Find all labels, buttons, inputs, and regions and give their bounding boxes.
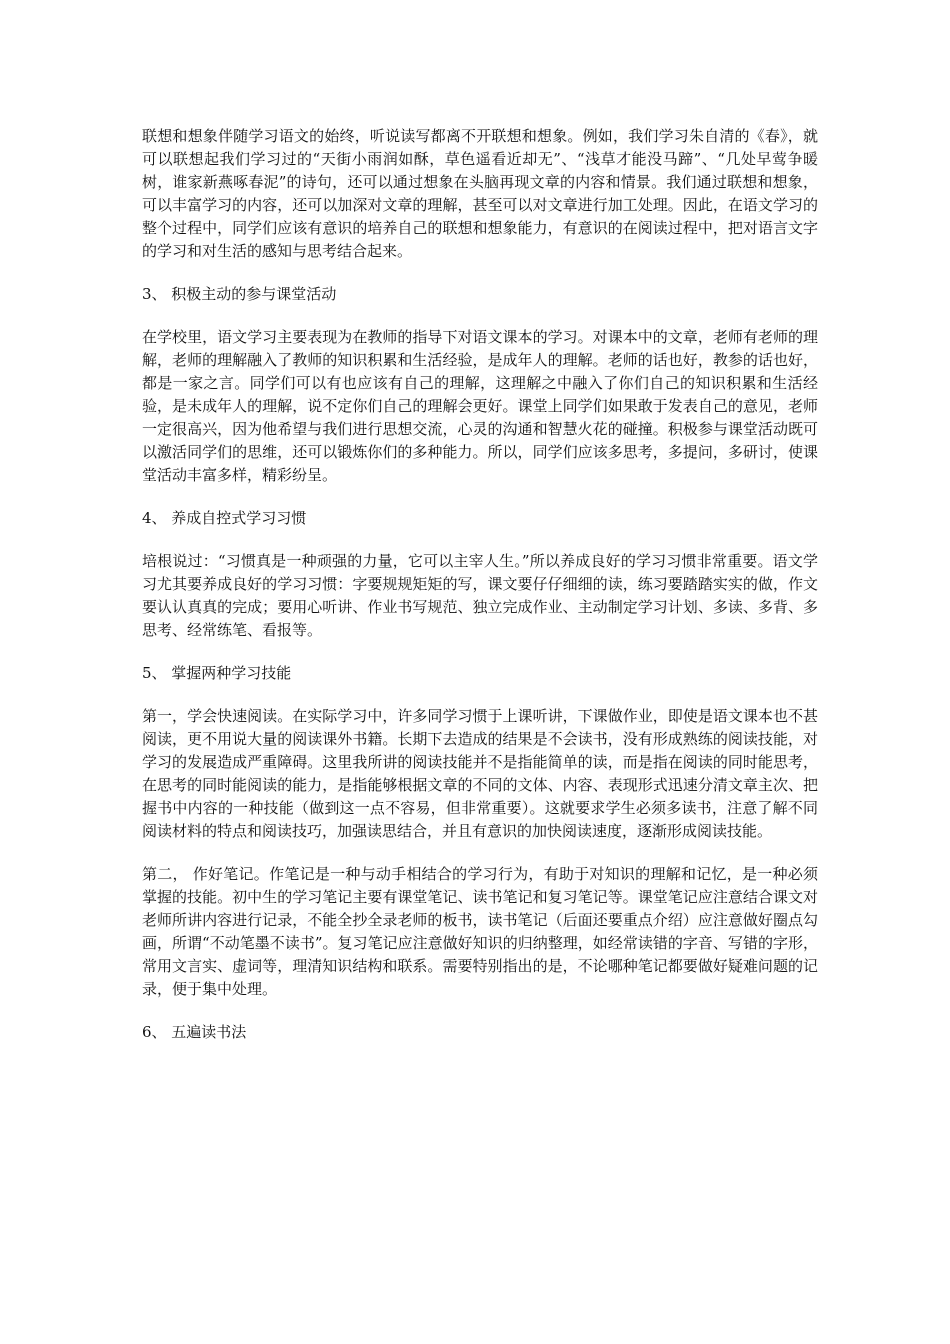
section-heading-6: 6、 五遍读书法 <box>142 1023 247 1041</box>
paragraph-study-habits: 培根说过：“习惯真是一种顽强的力量，它可以主宰人生。”所以养成良好的学习习惯非常重要。语文学习尤其要养成良好的学习习惯：字要规规矩矩的写，课文要仔仔细细的读，练习要踏踏实实的做，作文要认认真真的完成；要用心听讲、作业书写规范、独立完成作业、主动制定学习计划、多读、多背、多思考、经常练笔、看报等。 <box>142 552 818 639</box>
paragraph-fast-reading: 第一，学会快速阅读。在实际学习中，许多同学习惯于上课听讲，下课做作业，即使是语文课本也不甚阅读，更不用说大量的阅读课外书籍。长期下去造成的结果是不会读书，没有形成熟练的阅读技能，对学习的发展造成严重障碍。这里我所讲的阅读技能并不是指能简单的读，而是指在阅读的同时能思考，在思考的同时能阅读的能力，是指能够根据文章的不同的文体、内容、表现形式迅速分清文章主次、把握书中内容的一种技能（做到这一点不容易，但非常重要）。这就要求学生必须多读书，注意了解不同阅读材料的特点和阅读技巧，加强读思结合，并且有意识的加快阅读速度，逐渐形成阅读技能。 <box>142 707 818 840</box>
section-heading-5: 5、 掌握两种学习技能 <box>142 664 292 682</box>
paragraph-association-imagination: 联想和想象伴随学习语文的始终，听说读写都离不开联想和想象。例如，我们学习朱自清的《春》，就可以联想起我们学习过的“天街小雨润如酥，草色遥看近却无”、“浅草才能没马蹄”、“几处早莺争暖树，谁家新燕啄春泥”的诗句，还可以通过想象在头脑再现文章的内容和情景。我们通过联想和想象，可以丰富学习的内容，还可以加深对文章的理解，甚至可以对文章进行加工处理。因此，在语文学习的整个过程中，同学们应该有意识的培养自己的联想和想象能力，有意识的在阅读过程中，把对语言文字的学习和对生活的感知与思考结合起来。 <box>142 127 818 260</box>
document-page <box>142 125 818 1064</box>
section-heading-3: 3、 积极主动的参与课堂活动 <box>142 285 337 303</box>
paragraph-classroom-activities: 在学校里，语文学习主要表现为在教师的指导下对语文课本的学习。对课本中的文章，老师有老师的理解，老师的理解融入了教师的知识积累和生活经验，是成年人的理解。老师的话也好，教参的话也好，都是一家之言。同学们可以有也应该有自己的理解，这理解之中融入了你们自己的知识积累和生活经验，是未成年人的理解，说不定你们自己的理解会更好。课堂上同学们如果敢于发表自己的意见，老师一定很高兴，因为他希望与我们进行思想交流，心灵的沟通和智慧火花的碰撞。积极参与课堂活动既可以激活同学们的思维，还可以锻炼你们的多种能力。所以，同学们应该多思考，多提问，多研讨，使课堂活动丰富多样，精彩纷呈。 <box>142 328 818 484</box>
paragraph-note-taking: 第二， 作好笔记。作笔记是一种与动手相结合的学习行为，有助于对知识的理解和记忆，是一种必须掌握的技能。初中生的学习笔记主要有课堂笔记、读书笔记和复习笔记等。课堂笔记应注意结合课文对老师所讲内容进行记录，不能全抄全录老师的板书，读书笔记（后面还要重点介绍）应注意做好圈点勾画，所谓“不动笔墨不读书”。复习笔记应注意做好知识的归纳整理，如经常读错的字音、写错的字形，常用文言实、虚词等，理清知识结构和联系。需要特别指出的是，不论哪种笔记都要做好疑难问题的记录，便于集中处理。 <box>142 865 818 998</box>
section-heading-4: 4、 养成自控式学习习惯 <box>142 509 307 527</box>
